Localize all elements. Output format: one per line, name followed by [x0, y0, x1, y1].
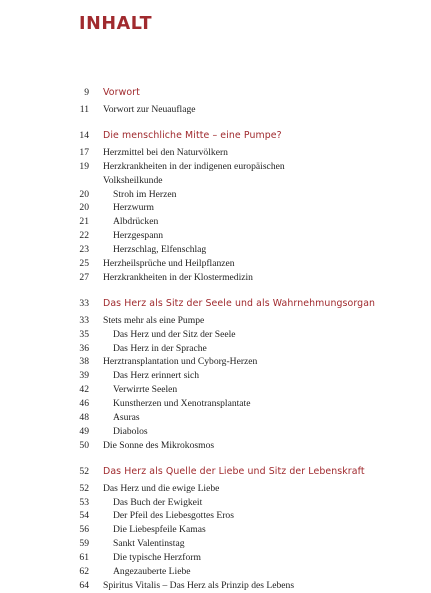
page-title: INHALT	[79, 14, 153, 34]
toc-entry[interactable]	[0, 439, 431, 453]
toc-entry-title: Vorwort	[103, 87, 140, 98]
toc-page-number: 42	[79, 384, 89, 396]
toc-entry-title: Albdrücken	[113, 216, 159, 228]
toc-entry-title: Das Herz und der Sitz der Seele	[113, 328, 236, 340]
toc-page-number: 33	[79, 314, 89, 326]
toc-entry-title: Diabolos	[113, 425, 148, 437]
toc-page-number: 49	[79, 425, 89, 437]
toc-entry[interactable]	[0, 425, 431, 439]
toc-page-number: 20	[79, 188, 89, 200]
toc-page-number: 48	[79, 412, 89, 424]
toc-page-number: 21	[79, 216, 89, 228]
toc-page-number: 23	[79, 244, 89, 256]
toc-page-number: 64	[79, 579, 89, 591]
toc-page-number: 61	[79, 552, 89, 564]
toc-entry-title: Asuras	[113, 412, 140, 424]
toc-entry[interactable]	[0, 537, 431, 551]
toc-entry[interactable]	[0, 342, 431, 356]
toc-page-number: 56	[79, 524, 89, 536]
toc-section	[0, 128, 431, 285]
toc-page-number: 19	[79, 160, 89, 172]
toc-page-number: 35	[79, 328, 89, 340]
toc-entry-title: Volksheilkunde	[103, 174, 163, 186]
toc-entry[interactable]	[0, 103, 431, 117]
toc-chapter-heading[interactable]	[0, 128, 431, 143]
toc-entry-title: Stroh im Herzen	[113, 188, 177, 200]
toc-entry[interactable]	[0, 579, 431, 593]
toc-page-number: 52	[79, 482, 89, 494]
toc-page-number: 9	[84, 87, 89, 98]
toc-entry[interactable]	[0, 160, 431, 174]
toc-entry-title: Sankt Valentinstag	[113, 538, 185, 550]
toc-entry[interactable]	[0, 314, 431, 328]
toc-page-number: 46	[79, 398, 89, 410]
toc-entry[interactable]	[0, 355, 431, 369]
toc-entry[interactable]	[0, 257, 431, 271]
toc-entry[interactable]	[0, 496, 431, 510]
toc-page-number: 33	[79, 297, 89, 309]
toc-entry-title: Herzwurm	[113, 202, 155, 214]
toc-entry[interactable]	[0, 229, 431, 243]
toc-page-number: 11	[79, 104, 89, 115]
toc-page-number: 62	[79, 566, 89, 578]
toc-entry[interactable]	[0, 482, 431, 496]
toc-entry-title: Das Herz als Sitz der Seele und als Wahrnehmungsorgan	[103, 297, 376, 309]
toc-entry[interactable]	[0, 383, 431, 397]
toc-entry[interactable]	[0, 201, 431, 215]
toc-section	[0, 296, 431, 453]
toc-entry[interactable]	[0, 215, 431, 229]
toc-entry-title: Herzschlag, Elfenschlag	[113, 244, 207, 256]
toc-entry-title: Angezauberte Liebe	[113, 566, 191, 578]
toc-entry-title: Herzgespann	[113, 230, 164, 242]
toc-page-number: 20	[79, 202, 89, 214]
toc-page-number: 59	[79, 538, 89, 550]
toc-entry[interactable]	[0, 243, 431, 257]
toc-entry-title: Spiritus Vitalis – Das Herz als Prinzip des Lebens	[103, 579, 295, 591]
toc-entry[interactable]	[0, 188, 431, 202]
toc-entry-title: Das Herz als Quelle der Liebe und Sitz der Lebenskraft	[103, 465, 365, 477]
table-of-contents	[0, 85, 431, 593]
toc-page-number: 50	[79, 439, 89, 451]
toc-page-number: 17	[79, 146, 89, 158]
toc-entry[interactable]	[0, 551, 431, 565]
toc-entry-title: Herztransplantation und Cyborg-Herzen	[103, 356, 258, 368]
toc-page-number: 53	[79, 496, 89, 508]
toc-section	[0, 464, 431, 593]
toc-page-number: 25	[79, 258, 89, 270]
toc-chapter-heading[interactable]	[0, 85, 431, 100]
toc-page-number: 39	[79, 370, 89, 382]
toc-page-number: 52	[79, 465, 89, 477]
toc-page-number: 36	[79, 342, 89, 354]
toc-entry[interactable]	[0, 174, 431, 188]
toc-entry-title: Das Herz in der Sprache	[113, 342, 207, 354]
toc-entry[interactable]	[0, 411, 431, 425]
toc-entry-title: Die Sonne des Mikrokosmos	[103, 439, 215, 451]
toc-entry[interactable]	[0, 509, 431, 523]
toc-entry-title: Das Herz und die ewige Liebe	[103, 482, 220, 494]
toc-entry-title: Stets mehr als eine Pumpe	[103, 314, 205, 326]
toc-entry-title: Herzheilsprüche und Heilpflanzen	[103, 258, 235, 270]
toc-entry-title: Herzkrankheiten in der indigenen europäischen	[103, 160, 285, 172]
toc-section	[0, 85, 431, 117]
toc-entry-title: Herzkrankheiten in der Klostermedizin	[103, 271, 253, 283]
toc-entry-title: Das Buch der Ewigkeit	[113, 496, 203, 508]
toc-entry[interactable]	[0, 369, 431, 383]
toc-entry-title: Die Liebespfeile Kamas	[113, 524, 206, 536]
toc-entry-title: Vorwort zur Neuauflage	[103, 104, 196, 115]
toc-page-number: 14	[79, 129, 89, 141]
toc-entry-title: Der Pfeil des Liebesgottes Eros	[113, 510, 234, 522]
toc-entry[interactable]	[0, 565, 431, 579]
toc-entry[interactable]	[0, 146, 431, 160]
toc-page-number: 22	[79, 230, 89, 242]
toc-entry[interactable]	[0, 271, 431, 285]
toc-entry-title: Herzmittel bei den Naturvölkern	[103, 146, 228, 158]
toc-entry-title: Kunstherzen und Xenotransplantate	[113, 398, 251, 410]
toc-entry-title: Das Herz erinnert sich	[113, 370, 200, 382]
toc-entry-title: Verwirrte Seelen	[113, 384, 178, 396]
toc-entry[interactable]	[0, 523, 431, 537]
toc-entry[interactable]	[0, 397, 431, 411]
toc-chapter-heading[interactable]	[0, 464, 431, 479]
toc-page-number: 38	[79, 356, 89, 368]
toc-page-number: 27	[79, 271, 89, 283]
toc-chapter-heading[interactable]	[0, 296, 431, 311]
toc-page-number: 54	[79, 510, 89, 522]
toc-entry-title: Die typische Herzform	[113, 552, 201, 564]
toc-entry-title: Die menschliche Mitte – eine Pumpe?	[103, 129, 282, 141]
toc-entry[interactable]	[0, 328, 431, 342]
